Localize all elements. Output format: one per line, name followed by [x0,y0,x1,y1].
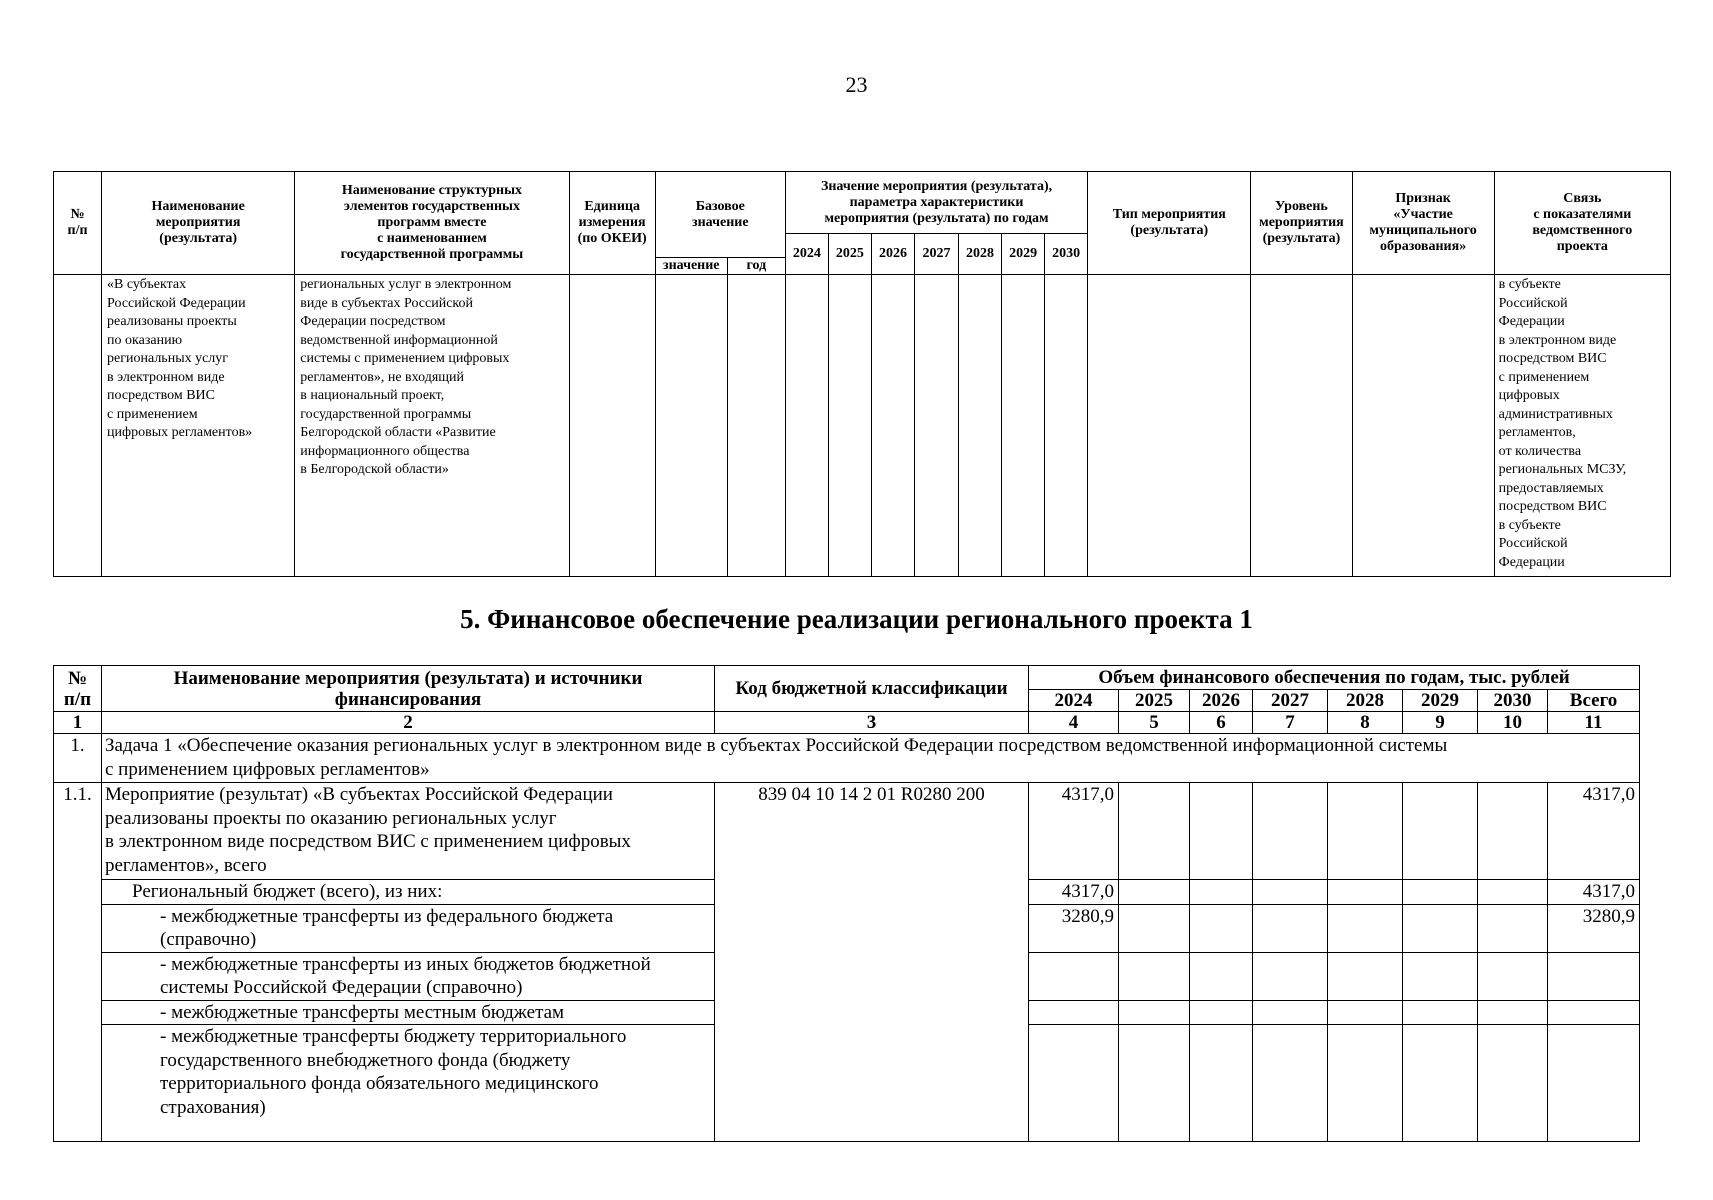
row-value-2027 [1253,904,1328,952]
column-number: 2 [102,712,715,734]
header-activity-level: Уровень мероприятия (результата) [1251,172,1352,275]
header-activity-type: Тип мероприятия (результата) [1088,172,1251,275]
header-unit: Единица измерения (по ОКЕИ) [569,172,655,275]
row-value-2027 [1253,1025,1328,1142]
row-value-2030 [1478,1025,1548,1142]
row-source-name: - межбюджетные трансферты местным бюджетам [102,1000,715,1025]
row-value-2026 [1190,952,1253,1000]
row-value-2024: 4317,0 [1029,783,1119,880]
column-number: 8 [1328,712,1403,734]
column-number: 7 [1253,712,1328,734]
header-year: 2024 [785,234,828,275]
header-values-by-year: Значение мероприятия (результата), параметра характеристики мероприятия (результата) по годам [785,172,1087,234]
column-number: 11 [1548,712,1640,734]
header-year: 2030 [1478,690,1548,712]
header-budget-code: Код бюджетной классификации [715,666,1029,712]
row-value-2028 [959,275,1002,577]
row-value-2025 [1119,904,1190,952]
row-total [1548,1025,1640,1142]
row-value-2028 [1328,904,1403,952]
row-value-2025 [1119,952,1190,1000]
header-year: 2029 [1403,690,1478,712]
header-num: № п/п [54,666,102,712]
row-value-2026 [1190,783,1253,880]
row-municipal [1352,275,1494,577]
row-value-2029 [1403,952,1478,1000]
row-value-2027 [1253,880,1328,905]
row-num [54,275,102,577]
header-total: Всего [1548,690,1640,712]
row-value-2029 [1403,880,1478,905]
header-activity-and-sources: Наименование мероприятия (результата) и источники финансирования [102,666,715,712]
row-activity-level [1251,275,1352,577]
row-total: 3280,9 [1548,904,1640,952]
row-value-2026 [871,275,914,577]
row-value-2030 [1478,952,1548,1000]
row-structural-elements: региональных услуг в электронном виде в субъектах Российской Федерации посредством ведомственной информационной системы с применением цифровых регламентов», не входящий в национальный проект, государственной программы Белгородской области «Развитие информационного общества в Белгородской области» [295,275,569,577]
row-value-2029 [1403,904,1478,952]
financing-table [53,665,1640,1142]
column-number: 5 [1119,712,1190,734]
row-value-2025 [1119,1000,1190,1025]
column-number: 3 [715,712,1029,734]
row-source-name: - межбюджетные трансферты из федерального бюджета (справочно) [102,904,715,952]
row-unit [569,275,655,577]
header-base-value-year: год [727,258,785,275]
row-value-2028 [1328,1000,1403,1025]
header-base-value: Базовое значение [655,172,785,258]
row-total [1548,1000,1640,1025]
row-value-2026 [1190,880,1253,905]
column-number: 1 [54,712,102,734]
row-value-2030 [1478,880,1548,905]
header-activity-name: Наименование мероприятия (результата) [102,172,295,275]
row-value-2030 [1478,1000,1548,1025]
row-total: 4317,0 [1548,783,1640,880]
row-source-name: Региональный бюджет (всего), из них: [102,880,715,905]
row-value-2028 [1328,952,1403,1000]
column-numbers-row [54,712,1640,734]
header-year: 2025 [1119,690,1190,712]
row-value-2025 [828,275,871,577]
row-value-2024: 3280,9 [1029,904,1119,952]
row-budget-code: 839 04 10 14 2 01 R0280 200 [715,783,1029,1142]
row-link-indicators: в субъекте Российской Федерации в электронном виде посредством ВИС с применением цифровых административных регламентов, от количества региональных МСЗУ, предоставляемых посредством ВИС в субъекте Российской Федерации [1494,275,1670,577]
row-activity-type [1088,275,1251,577]
header-financing-volume: Объем финансового обеспечения по годам, тыс. рублей [1029,666,1640,690]
header-year: 2026 [1190,690,1253,712]
row-activity-name: «В субъектах Российской Федерации реализованы проекты по оказанию региональных услуг в электронном виде посредством ВИС с применением цифровых регламентов» [102,275,295,577]
table-row [54,783,1640,880]
row-value-2029 [1403,1025,1478,1142]
row-value-2024 [1029,1025,1119,1142]
column-number: 6 [1190,712,1253,734]
row-num: 1.1. [54,783,102,1142]
task-row [54,734,1640,783]
row-value-2027 [1253,952,1328,1000]
row-value-2030 [1478,783,1548,880]
row-value-2024: 4317,0 [1029,880,1119,905]
row-value-2024 [1029,952,1119,1000]
header-year: 2028 [1328,690,1403,712]
header-year: 2027 [914,234,958,275]
table-row [54,275,1671,577]
row-value-2029 [1002,275,1045,577]
header-structural-elements: Наименование структурных элементов государственных программ вместе с наименованием государственной программы [295,172,569,275]
row-value-2025 [1119,783,1190,880]
row-value-2025 [1119,880,1190,905]
header-year: 2025 [828,234,871,275]
header-municipal-participation: Признак «Участие муниципального образования» [1352,172,1494,275]
row-source-name: - межбюджетные трансферты из иных бюджетов бюджетной системы Российской Федерации (справочно) [102,952,715,1000]
row-total [1548,952,1640,1000]
header-year: 2027 [1253,690,1328,712]
row-value-2028 [1328,1025,1403,1142]
row-value-2028 [1328,783,1403,880]
column-number: 10 [1478,712,1548,734]
row-value-2026 [1190,904,1253,952]
header-num: № п/п [54,172,102,275]
row-value-2029 [1403,1000,1478,1025]
row-value-2026 [1190,1000,1253,1025]
row-value-2025 [1119,1025,1190,1142]
activities-table [53,171,1671,577]
header-link-indicators: Связь с показателями ведомственного проекта [1494,172,1670,275]
header-year: 2024 [1029,690,1119,712]
row-value-2024 [785,275,828,577]
header-year: 2026 [871,234,914,275]
row-value-2030 [1478,904,1548,952]
page-number: 23 [845,72,868,97]
row-base-year [727,275,785,577]
section-title: 5. Финансовое обеспечение реализации регионального проекта 1 [460,604,1253,634]
task-num: 1. [54,734,102,783]
row-value-2030 [1045,275,1088,577]
row-base-value [655,275,727,577]
task-text: Задача 1 «Обеспечение оказания региональных услуг в электронном виде в субъектах Российской Федерации посредством ведомственной информационной системы с применением цифровых регламентов» [102,734,1640,783]
header-year: 2029 [1002,234,1045,275]
column-number: 4 [1029,712,1119,734]
row-activity-name: Мероприятие (результат) «В субъектах Российской Федерации реализованы проекты по оказанию региональных услуг в электронном виде посредством ВИС с применением цифровых регламентов», всего [102,783,715,880]
row-value-2029 [1403,783,1478,880]
header-year: 2028 [959,234,1002,275]
row-value-2028 [1328,880,1403,905]
column-number: 9 [1403,712,1478,734]
header-year: 2030 [1045,234,1088,275]
row-value-2027 [1253,783,1328,880]
row-source-name: - межбюджетные трансферты бюджету территориального государственного внебюджетного фонда (бюджету территориального фонда обязательного медицинского страхования) [102,1025,715,1142]
row-value-2026 [1190,1025,1253,1142]
row-value-2024 [1029,1000,1119,1025]
row-total: 4317,0 [1548,880,1640,905]
row-value-2027 [914,275,958,577]
row-value-2027 [1253,1000,1328,1025]
header-base-value-value: значение [655,258,727,275]
